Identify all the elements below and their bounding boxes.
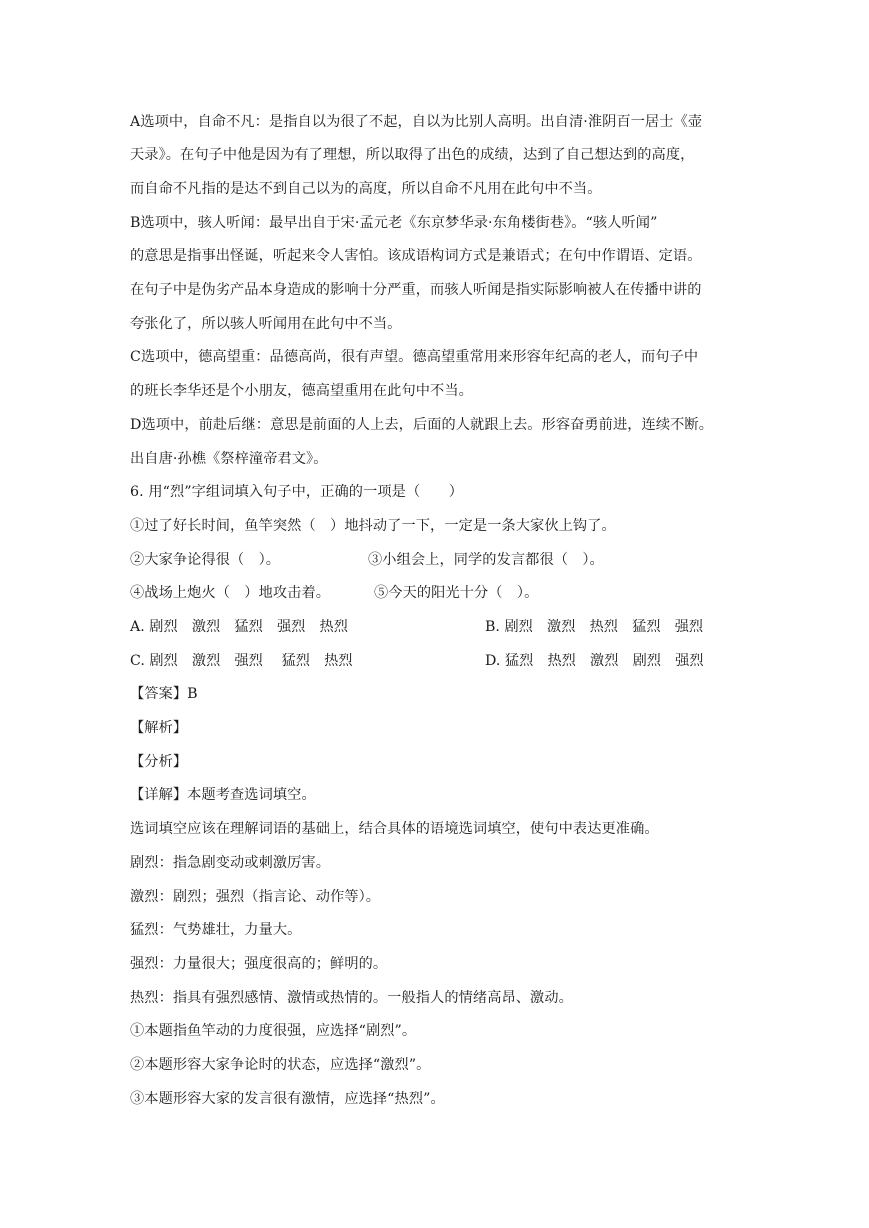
- paragraph-line: 夸张化了，所以骇人听闻用在此句中不当。: [130, 316, 402, 332]
- question-sentence: ③小组会上，同学的发言都很（ ）。: [368, 552, 604, 568]
- definition-line: 猛烈：气势雄壮，力量大。: [130, 922, 302, 938]
- option-c: C. 剧烈 激烈 强烈 猛烈 热烈: [130, 653, 353, 669]
- paragraph-line: 的班长李华还是个小朋友，德高望重用在此句中不当。: [130, 383, 473, 399]
- answer-label: 【答案】B: [130, 686, 198, 702]
- detail-label: 【详解】本题考查选词填空。: [130, 787, 316, 803]
- question-title: 6. 用“烈”字组词填入句子中，正确的一项是（ ）: [130, 484, 464, 500]
- paragraph-line: C选项中，德高望重：品德高尚，很有声望。德高望重常用来形容年纪高的老人，而句子中: [130, 349, 699, 365]
- question-sentence: ①过了好长时间，鱼竿突然（ ）地抖动了一下，一定是一条大家伙上钩了。: [130, 518, 616, 534]
- definition-line: 强烈：力量很大；强度很高的；鲜明的。: [130, 956, 388, 972]
- analysis-label: 【解析】: [130, 720, 188, 736]
- paragraph-line: A选项中，自命不凡：是指自以为很了不起，自以为比别人高明。出自清·淮阴百一居士《壶: [130, 114, 703, 130]
- paragraph-line: 出自唐·孙樵《祭梓潼帝君文》。: [130, 451, 328, 467]
- paragraph-line: D选项中，前赴后继：意思是前面的人上去，后面的人就跟上去。形容奋勇前进，连续不断。: [130, 417, 713, 433]
- explanation-line: ①本题指鱼竿动的力度很强，应选择“剧烈”。: [130, 1023, 417, 1039]
- paragraph-line: 的意思是指事出怪诞，听起来令人害怕。该成语构词方式是兼语式；在句中作谓语、定语。: [130, 248, 702, 264]
- paragraph-line: B选项中，骇人听闻：最早出自于宋·孟元老《东京梦华录·东角楼街巷》。“骇人听闻”: [130, 215, 658, 231]
- question-sentence: ②大家争论得很（ ）。: [130, 552, 281, 568]
- definition-line: 热烈：指具有强烈感情、激情或热情的。一般指人的情绪高昂、激动。: [130, 990, 573, 1006]
- option-d: D. 猛烈 热烈 激烈 剧烈 强烈: [485, 653, 704, 669]
- question-sentence: ④战场上炮火（ ）地攻击着。: [130, 585, 331, 601]
- explanation-line: ②本题形容大家争论时的状态，应选择“激烈”。: [130, 1057, 431, 1073]
- definition-line: 剧烈：指急剧变动或刺激厉害。: [130, 855, 331, 871]
- paragraph-line: 天录》。在句子中他是因为有了理想，所以取得了出色的成绩，达到了自己想达到的高度，: [130, 147, 695, 163]
- explanation-line: ③本题形容大家的发言很有激情，应选择“热烈”。: [130, 1091, 445, 1107]
- question-sentence: ⑤今天的阳光十分（ ）。: [374, 585, 539, 601]
- definition-line: 激烈：剧烈；强烈（指言论、动作等）。: [130, 889, 381, 905]
- paragraph-line: 选词填空应该在理解词语的基础上，结合具体的语境选词填空，使句中表达更准确。: [130, 821, 659, 837]
- paragraph-line: 在句子中是伪劣产品本身造成的影响十分严重，而骇人听闻是指实际影响被人在传播中讲的: [130, 282, 702, 298]
- analysis-label: 【分析】: [130, 754, 188, 770]
- paragraph-line: 而自命不凡指的是达不到自己以为的高度，所以自命不凡用在此句中不当。: [130, 181, 602, 197]
- option-b: B. 剧烈 激烈 热烈 猛烈 强烈: [485, 619, 704, 635]
- option-a: A. 剧烈 激烈 猛烈 强烈 热烈: [130, 619, 348, 635]
